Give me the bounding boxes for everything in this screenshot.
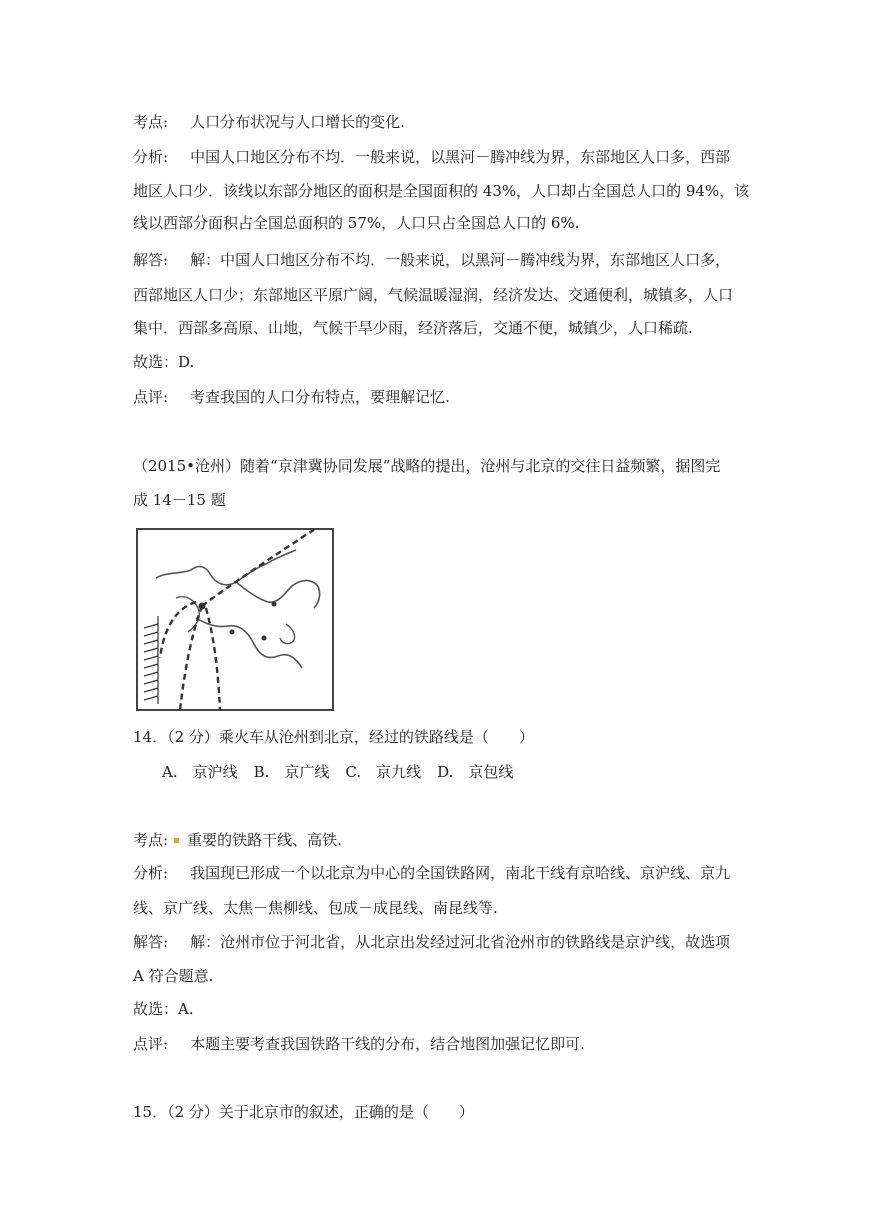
q13-kaodian-row xyxy=(133,112,405,132)
intro-line-2: 成 14－15 题 xyxy=(133,491,226,509)
q14-answer: 故选：A. xyxy=(133,1000,194,1018)
q14-jieda-label: 解答: xyxy=(133,933,169,951)
q13-answer: 故选：D. xyxy=(133,353,195,371)
map-mountain-hatching xyxy=(144,616,158,704)
map-boundary-north xyxy=(156,550,296,585)
q14-options xyxy=(162,762,529,782)
q13-fenxi-line-3: 线以西部分面积占全国总面积的 57%，人口只占全国总人口的 6%. xyxy=(133,214,580,232)
q14-fenxi-line-2: 线、京广线、太焦－焦柳线、包成－成昆线、南昆线等. xyxy=(133,899,498,917)
city-marker-3 xyxy=(272,602,277,607)
city-marker-1 xyxy=(230,630,235,635)
q13-dianping-row xyxy=(133,387,450,407)
q14-dianping-text: 本题主要考查我国铁路干线的分布，结合地图加强记忆即可. xyxy=(190,1035,585,1053)
q14-dianping-row xyxy=(133,1034,585,1054)
q14-kaodian-row xyxy=(133,830,342,850)
map-railways xyxy=(160,530,314,710)
q14-fenxi-label: 分析: xyxy=(133,864,169,882)
city-marker-beijing xyxy=(199,603,206,610)
q14-jieda-line-1: 解：沧州市位于河北省，从北京出发经过河北省沧州市的铁路线是京沪线，故选项 xyxy=(190,933,731,951)
q14-option-a[interactable]: A. 京沪线 xyxy=(162,763,238,781)
railway-map-figure xyxy=(136,528,336,712)
q14-kaodian-text: 重要的铁路干线、高铁. xyxy=(187,831,342,849)
q15-question: 15．（2 分）关于北京市的叙述，正确的是（ ） xyxy=(133,1103,474,1121)
map-coastline xyxy=(236,580,320,608)
map-peninsula xyxy=(280,624,295,644)
q13-jieda-line-3: 集中．西部多高原、山地，气候干旱少雨，经济落后，交通不便，城镇少，人口稀疏. xyxy=(133,319,693,337)
q13-jieda-label: 解答: xyxy=(133,251,169,269)
q13-fenxi-label: 分析: xyxy=(133,148,169,166)
intro-line-1: （2015•沧州）随着“京津冀协同发展”战略的提出，沧州与北京的交往日益频繁，据图完 xyxy=(133,457,721,475)
q13-dianping-text: 考查我国的人口分布特点，要理解记忆. xyxy=(190,388,450,406)
q13-kaodian-label: 考点: xyxy=(133,113,169,131)
map-frame xyxy=(137,529,333,710)
q14-jieda-row xyxy=(133,932,730,952)
q14-option-d[interactable]: D. 京包线 xyxy=(437,763,514,781)
marker-dot xyxy=(174,838,179,843)
q14-option-c[interactable]: C. 京九线 xyxy=(345,763,422,781)
q13-fenxi-line-1: 中国人口地区分布不均．一般来说，以黑河－腾冲线为界，东部地区人口多，西部 xyxy=(190,148,731,166)
q13-fenxi-line-2: 地区人口少．该线以东部分地区的面积是全国面积的 43%，人口却占全国总人口的 94%，该 xyxy=(133,182,750,200)
q13-jieda-line-2: 西部地区人口少；东部地区平原广阔，气候温暖湿润，经济发达、交通便利，城镇多，人口 xyxy=(133,286,734,304)
q13-dianping-label: 点评: xyxy=(133,388,169,406)
q14-fenxi-line-1: 我国现已形成一个以北京为中心的全国铁路网，南北干线有京哈线、京沪线、京九 xyxy=(190,864,731,882)
q13-jieda-row xyxy=(133,250,730,270)
q14-jieda-line-2: A 符合题意. xyxy=(133,967,214,985)
q13-jieda-line-1: 解：中国人口地区分布不均．一般来说，以黑河－腾冲线为界，东部地区人口多， xyxy=(190,251,731,269)
q14-fenxi-row xyxy=(133,863,730,883)
q13-kaodian-text: 人口分布状况与人口增长的变化. xyxy=(190,113,405,131)
q14-kaodian-label: 考点: xyxy=(133,831,169,849)
railway-south-west xyxy=(180,606,202,710)
q14-dianping-label: 点评: xyxy=(133,1035,169,1053)
q13-fenxi-row xyxy=(133,147,730,167)
q14-option-b[interactable]: B. 京广线 xyxy=(253,763,330,781)
q14-question: 14．（2 分）乘火车从沧州到北京，经过的铁路线是（ ） xyxy=(133,728,534,746)
city-marker-2 xyxy=(262,636,267,641)
